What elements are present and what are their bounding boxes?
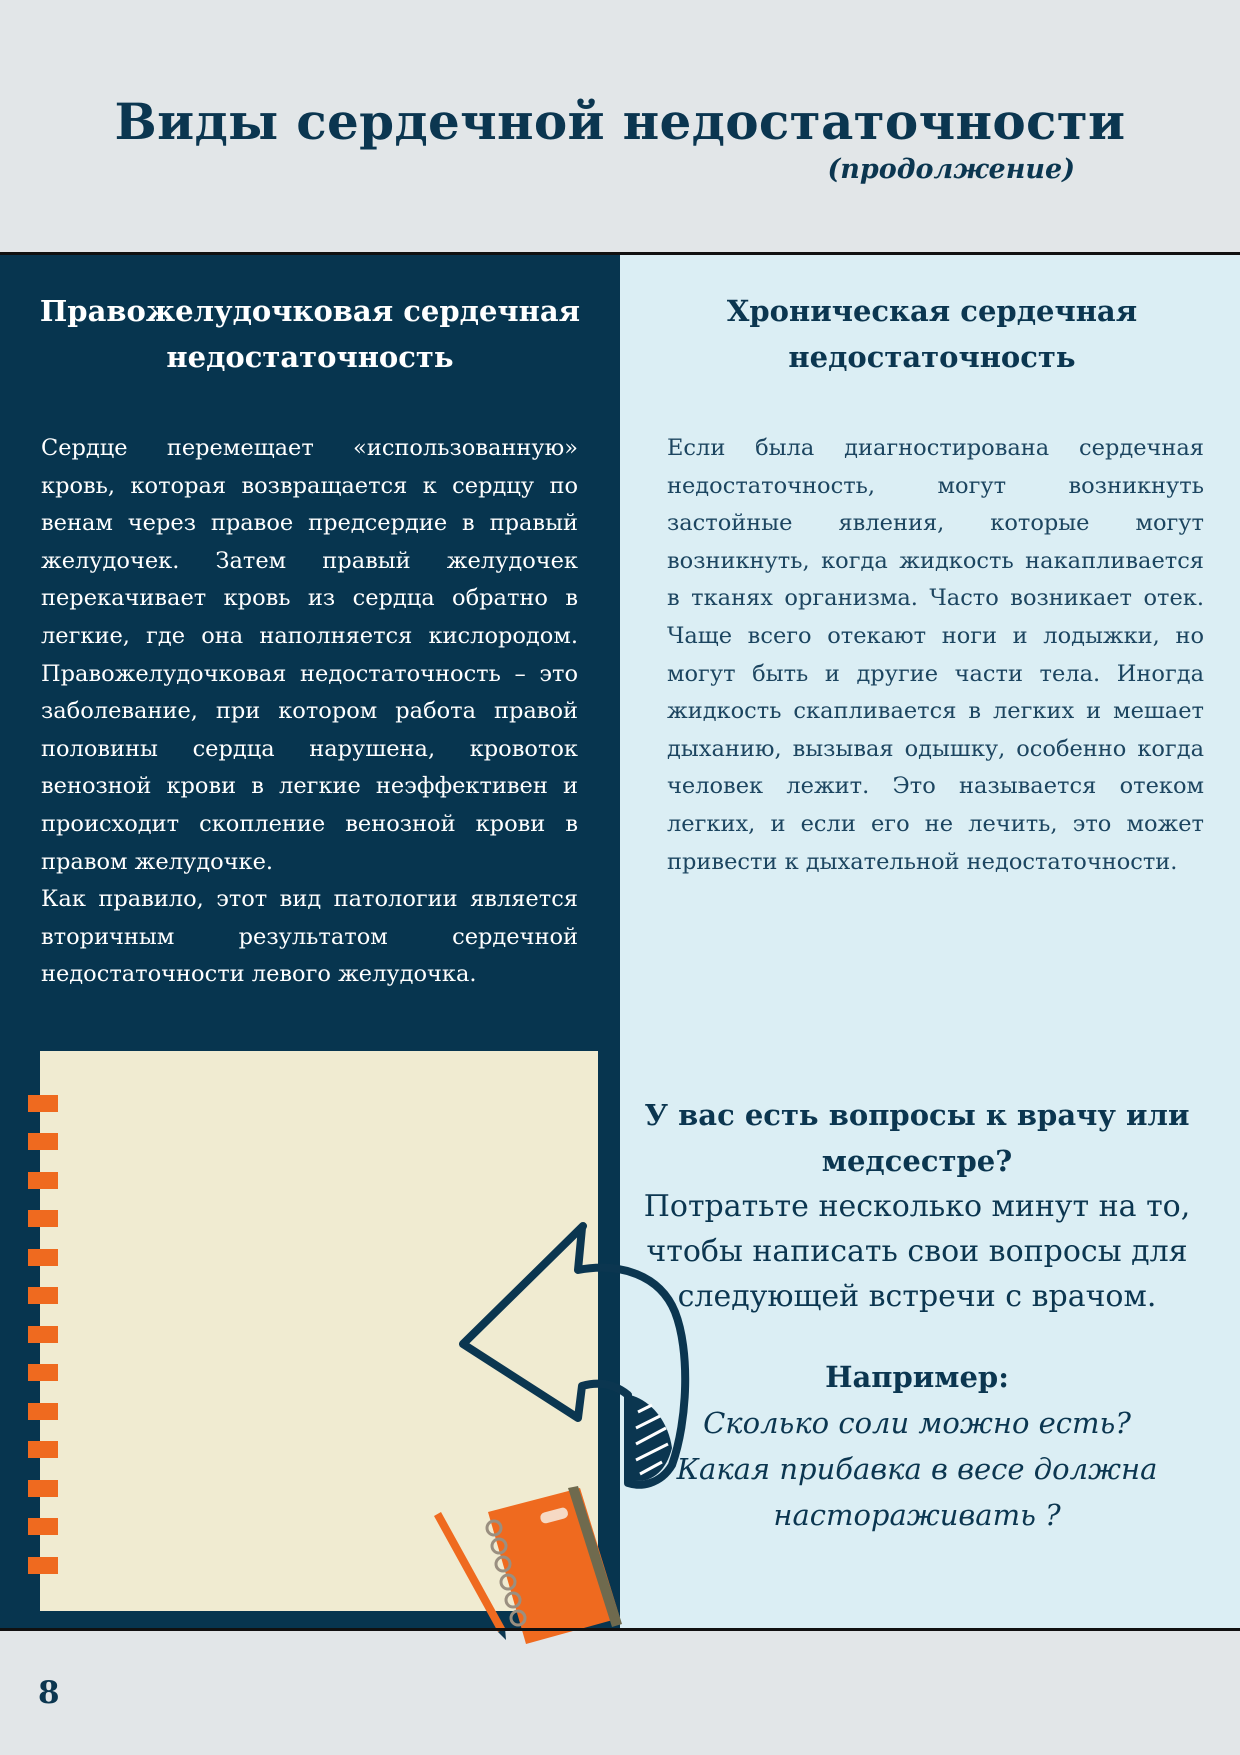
questions-heading: У вас есть вопросы к врачу или медсестре?	[644, 1098, 1190, 1178]
orange-notebook-icon	[487, 1486, 622, 1644]
paragraph: Сердце перемещает «использованную» кровь, которая возвращается к сердцу по венам через правое предсердие в правый желудочек. Затем правый желудочек перекачивает кровь из сердца обратно в легкие, где она наполняется кислородом. Правожелудочковая недостаточность – это заболевание, при котором работа правой половины сердца нарушена, кровоток венозной крови в легкие неэффективен и происходит скопление венозной крови в правом желудочке.	[41, 435, 578, 875]
questions-box	[632, 1092, 1202, 1538]
paragraph: Как правило, этот вид патологии является вторичным результатом сердечной недостаточности левого желудочка.	[41, 886, 578, 988]
questions-text: Потратьте несколько минут на то, чтобы написать свои вопросы для следующей встречи с врачом.	[643, 1189, 1191, 1314]
chronic-heading: Хроническая сердечная недостаточность	[726, 294, 1138, 374]
page-number: 8	[38, 1675, 60, 1711]
right-ventricular-heading: Правожелудочковая сердечная недостаточность	[39, 294, 581, 374]
bottom-divider	[0, 1628, 1240, 1631]
example-question: Сколько соли можно есть?	[703, 1406, 1131, 1440]
page-subtitle: (продолжение)	[827, 154, 1075, 185]
example-question: Какая прибавка в весе должна настораживать ?	[676, 1452, 1158, 1532]
page-title: Виды сердечной недостаточности	[114, 92, 1126, 151]
paragraph: Если была диагностирована сердечная недостаточность, могут возникнуть застойные явления, которые могут возникнуть, когда жидкость накапливается в тканях организма. Часто возникает отек. Чаще всего отекают ноги и лодыжки, но могут быть и другие части тела. Иногда жидкость скапливается в легких и мешает дыханию, вызывая одышку, особенно когда человек лежит. Это называется отеком легких, и если его не лечить, это может привести к дыхательной недостаточности.	[667, 435, 1204, 875]
example-label: Например:	[825, 1360, 1009, 1394]
